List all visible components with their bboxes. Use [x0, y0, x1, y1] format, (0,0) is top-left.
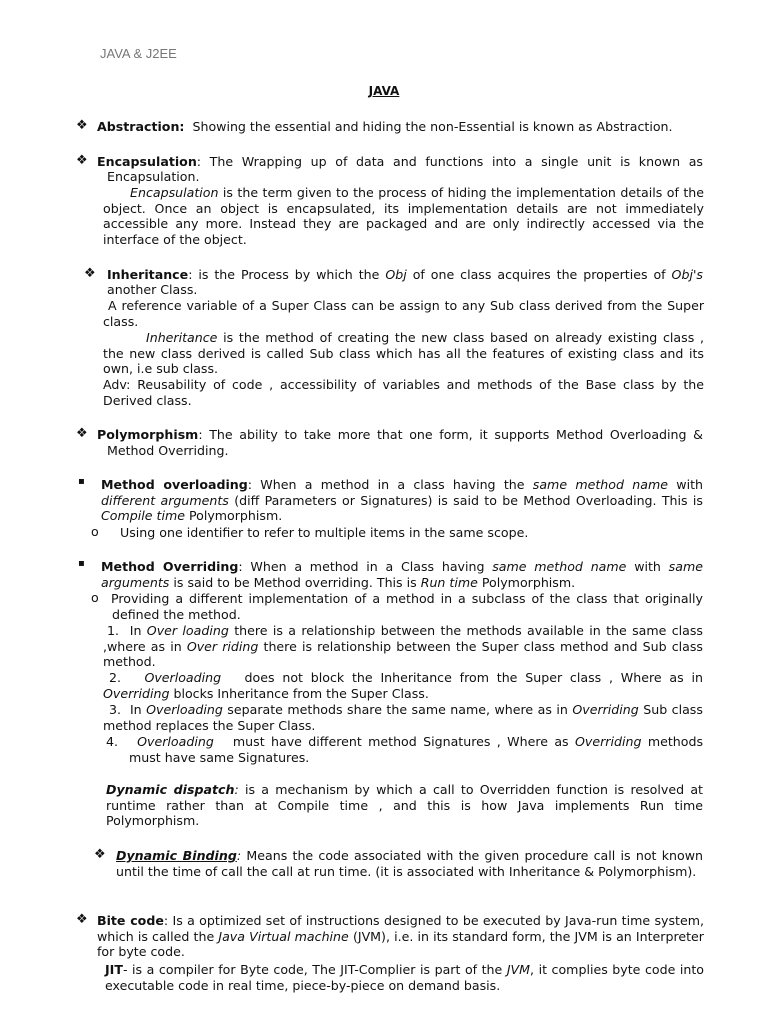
abstraction-text: Showing the essential and hiding the non-Essential is known as Abstraction.: [192, 119, 673, 134]
method-overriding-sub-2: defined the method.: [112, 607, 241, 622]
square-bullet-icon: ▪: [78, 558, 85, 569]
diamond-bullet-icon: ❖: [94, 847, 106, 862]
polymorphism-term: Polymorphism: [97, 427, 199, 442]
dynamic-binding-term: Dynamic Binding: [116, 848, 237, 863]
method-overloading-term: Method overloading: [101, 477, 248, 492]
page-title: JAVA: [368, 84, 400, 98]
inheritance-advantage: Adv: Reusability of code , accessibility of variables and methods of the Base class by the Derived class.: [103, 377, 704, 408]
method-overriding-term: Method Overriding: [101, 559, 239, 574]
polymorphism-line-1: Polymorphism: The ability to take more that one form, it supports Method Overloading &: [97, 427, 703, 442]
diamond-bullet-icon: ❖: [76, 153, 88, 168]
dynamic-dispatch-paragraph: Dynamic dispatch: is a mechanism by which a call to Overridden function is resolved at runtime rather than at Compile time , and this is how Java implements Run time Polymorphism.: [106, 782, 703, 829]
abstraction-term: Abstraction:: [97, 119, 185, 134]
dynamic-binding-rest: until the time of call the call at run time. (it is associated with Inheritance & Polymorphism).: [116, 864, 697, 879]
jit-paragraph: JIT- is a compiler for Byte code, The JIT-Complier is part of the JVM, it complies byte code into executable code in real time, piece-by-piece on demand basis.: [105, 962, 704, 993]
method-overloading-sub: Using one identifier to refer to multiple items in the same scope.: [120, 525, 529, 540]
dynamic-binding-line-1: Dynamic Binding: Means the code associated with the given procedure call is not known: [116, 848, 703, 863]
circle-bullet-icon: o: [91, 590, 99, 605]
square-bullet-icon: ▪: [78, 476, 85, 487]
diamond-bullet-icon: ❖: [76, 912, 88, 927]
point-4-line-2: must have same Signatures.: [129, 750, 310, 765]
bite-code-term: Bite code: [97, 913, 164, 928]
inheritance-paragraph-2: A reference variable of a Super Class can be assign to any Sub class derived from the Super class.: [103, 298, 704, 329]
diamond-bullet-icon: ❖: [76, 118, 88, 133]
point-4-line-1: 4. Overloading must have different method Signatures , Where as Overriding methods: [106, 734, 704, 749]
inheritance-line-2: another Class.: [107, 282, 198, 297]
method-overriding-paragraph: Method Overriding: When a method in a Class having same method name with same arguments is said to be Method overriding. This is Run time Polymorphism.: [101, 559, 703, 590]
encapsulation-paragraph-2: Encapsulation is the term given to the process of hiding the implementation details of the object. Once an object is encapsulated, its implementation details are not immediately accessible any more. Instead they are packaged and are only indirectly accessed via the interface of the object.: [103, 185, 704, 247]
diamond-bullet-icon: ❖: [84, 266, 96, 281]
dynamic-dispatch-term: Dynamic dispatch: [106, 782, 235, 797]
encapsulation-term: Encapsulation: [97, 154, 197, 169]
method-overriding-sub-1: Providing a different implementation of a method in a subclass of the class that originally: [111, 591, 703, 606]
jit-term: JIT: [105, 962, 123, 977]
method-overloading-paragraph: Method overloading: When a method in a class having the same method name with different arguments (diff Parameters or Signatures) is said to be Method Overloading. This is Compile time Polymorphism.: [101, 477, 703, 524]
circle-bullet-icon: o: [91, 524, 99, 539]
bite-code-line-1: Bite code: Is a optimized set of instructions designed to be executed by Java-run time system, which is called the Java Virtual machine (JVM), i.e. in its standard form, the JVM is an Interpreter for byte code.: [97, 913, 704, 960]
running-header: JAVA & J2EE: [100, 46, 177, 61]
point-3: 3. In Overloading separate methods share the same name, where as in Overriding Sub class method replaces the Super Class.: [103, 702, 703, 733]
encapsulation-italic-term: Encapsulation: [130, 185, 219, 200]
encapsulation-line-1: Encapsulation: The Wrapping up of data and functions into a single unit is known as: [97, 154, 703, 169]
point-1: 1. In Over loading there is a relationship between the methods available in the same class ,where as in Over riding there is relationship between the Super class method and Sub class method.: [103, 623, 703, 670]
abstraction-paragraph: [97, 119, 707, 135]
inheritance-paragraph-3: Inheritance is the method of creating the new class based on already existing class , the new class derived is called Sub class which has all the features of existing class and its own, i.e sub class.: [103, 330, 704, 377]
encapsulation-line-2: Encapsulation.: [107, 169, 200, 184]
polymorphism-line-2: Method Overriding.: [107, 443, 229, 458]
inheritance-line-1: Inheritance: is the Process by which the Obj of one class acquires the properties of Obj's: [107, 267, 703, 282]
inheritance-term: Inheritance: [107, 267, 189, 282]
point-2: 2. Overloading does not block the Inheritance from the Super class , Where as in Overriding blocks Inheritance from the Super Class.: [103, 670, 703, 701]
diamond-bullet-icon: ❖: [76, 426, 88, 441]
